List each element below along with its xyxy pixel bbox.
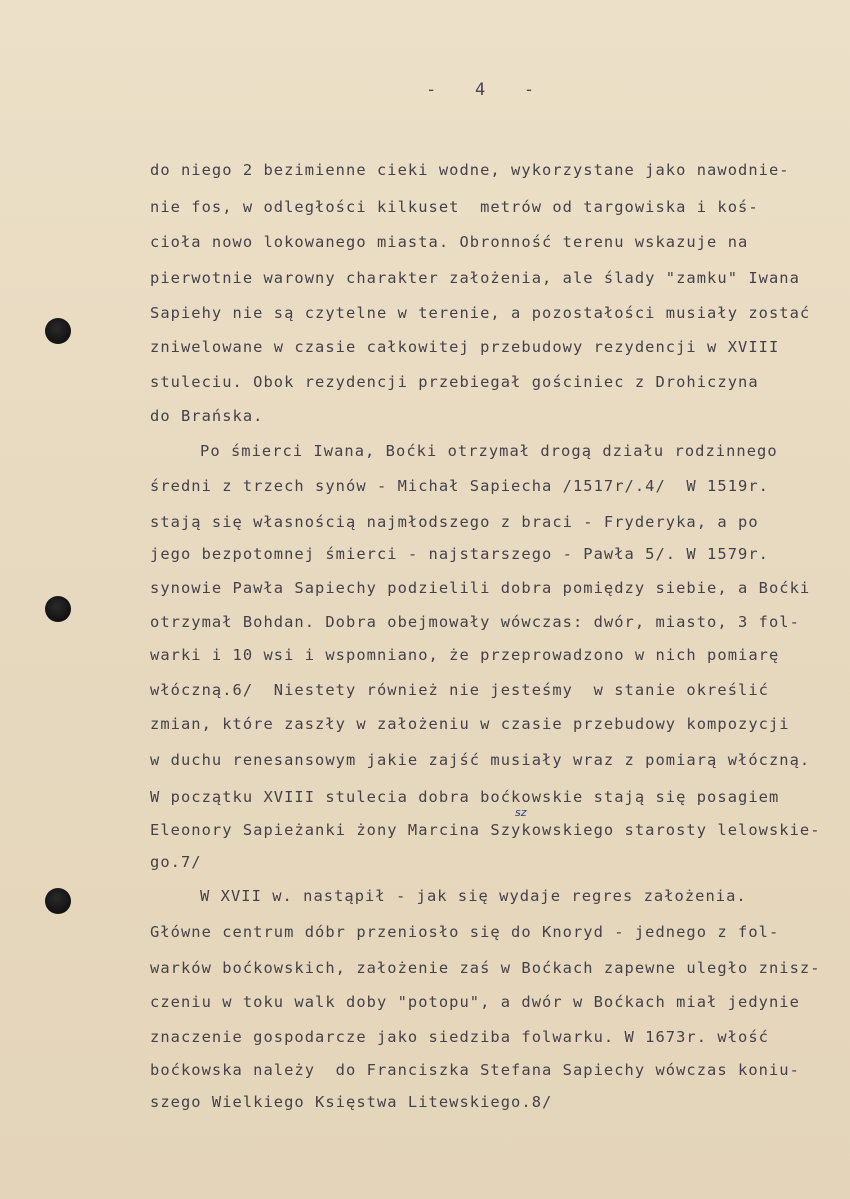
handwritten-correction: sz (515, 806, 527, 819)
text-line: stają się własnością najmłodszego z braci - Fryderyka, a po (150, 513, 759, 531)
text-line: go.7/ (150, 853, 202, 871)
text-line: W początku XVIII stulecia dobra boćkowskie stają się posagiem (150, 788, 780, 806)
text-line: szego Wielkiego Księstwa Litewskiego.8/ (150, 1093, 553, 1111)
text-line: warków boćkowskich, założenie zaś w Boćkach zapewne uległo znisz- (150, 959, 821, 977)
text-line: boćkowska należy do Franciszka Stefana Sapiechy wówczas koniu- (150, 1061, 800, 1079)
text-line: czeniu w toku walk doby "potopu", a dwór w Boćkach miał jedynie (150, 993, 800, 1011)
text-line: zniwelowane w czasie całkowitej przebudowy rezydencji w XVIII (150, 338, 780, 356)
text-line: Główne centrum dóbr przeniosło się do Knoryd - jednego z fol- (150, 923, 780, 941)
text-line: synowie Pawła Sapiechy podzielili dobra pomiędzy siebie, a Boćki (150, 579, 811, 597)
text-line: średni z trzech synów - Michał Sapiecha /1517r/.4/ W 1519r. (150, 477, 769, 495)
text-line: W XVII w. nastąpił - jak się wydaje regres założenia. (200, 887, 747, 905)
text-line: stuleciu. Obok rezydencji przebiegał gościniec z Drohiczyna (150, 373, 759, 391)
text-line: do niego 2 bezimienne cieki wodne, wykorzystane jako nawodnie- (150, 161, 790, 179)
text-line: w duchu renesansowym jakie zajść musiały wraz z pomiarą włóczną. (150, 751, 811, 769)
text-line: nie fos, w odległości kilkuset metrów od targowiska i koś- (150, 198, 759, 216)
punch-hole-icon (45, 596, 71, 622)
page-number: - 4 - (426, 80, 537, 100)
text-line: otrzymał Bohdan. Dobra obejmowały wówczas: dwór, miasto, 3 fol- (150, 613, 800, 631)
punch-hole-icon (45, 318, 71, 344)
text-line: Eleonory Sapieżanki żony Marcina Szykowskiego starosty lelowskie- (150, 821, 821, 839)
text-line: włóczną.6/ Niestety również nie jesteśmy w stanie określić (150, 681, 769, 699)
text-line: jego bezpotomnej śmierci - najstarszego - Pawła 5/. W 1579r. (150, 545, 769, 563)
text-line: warki i 10 wsi i wspomniano, że przeprowadzono w nich pomiarę (150, 646, 780, 664)
text-line: Po śmierci Iwana, Boćki otrzymał drogą działu rodzinnego (200, 442, 778, 460)
text-line: pierwotnie warowny charakter założenia, ale ślady "zamku" Iwana (150, 269, 800, 287)
text-line: zmian, które zaszły w założeniu w czasie przebudowy kompozycji (150, 715, 790, 733)
text-line: Sapiehy nie są czytelne w terenie, a pozostałości musiały zostać (150, 304, 811, 322)
punch-hole-icon (45, 888, 71, 914)
text-line: cioła nowo lokowanego miasta. Obronność terenu wskazuje na (150, 233, 749, 251)
text-line: znaczenie gospodarcze jako siedziba folwarku. W 1673r. włość (150, 1028, 769, 1046)
text-line: do Brańska. (150, 407, 264, 425)
